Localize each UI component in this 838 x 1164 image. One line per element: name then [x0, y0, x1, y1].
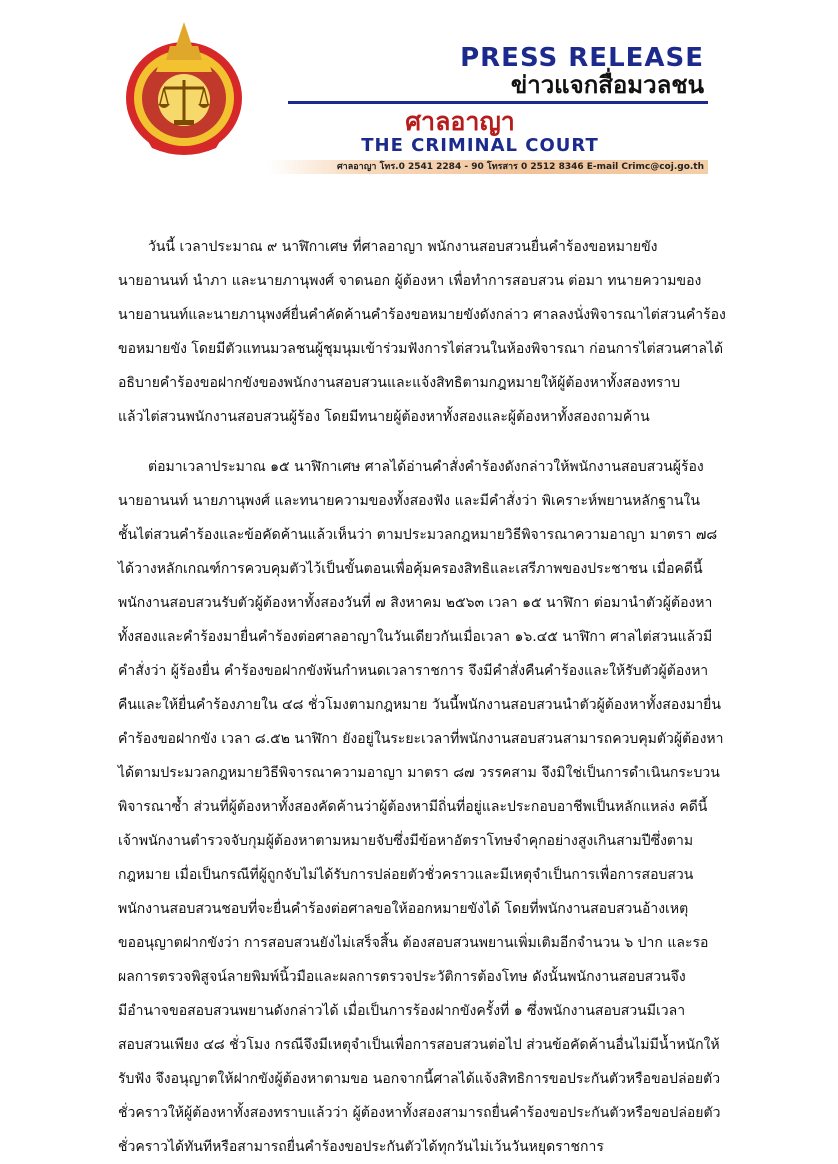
text-line: คืนและให้ยื่นคำร้องภายใน ๔๘ ชั่วโมงตามกฎหมาย วันนี้พนักงานสอบสวนนำตัวผู้ต้องหาทั้งสองมายื่น: [118, 697, 721, 713]
text-line: นายอานนท์ นำภา และนายภานุพงศ์ จาดนอก ผู้ต้องหา เพื่อทำการสอบสวน ต่อมา ทนายความของ: [118, 273, 702, 289]
text-line: มีอำนาจขอสอบสวนพยานดังกล่าวได้ เมื่อเป็นการร้องฝากขังครั้งที่ ๑ ซึ่งพนักงานสอบสวนมีเวลา: [118, 1003, 686, 1019]
thai-news-release-title: ข่าวแจกสื่อมวลชน: [510, 71, 704, 99]
contact-bar: [268, 160, 708, 174]
text-line: รับฟัง จึงอนุญาตให้ฝากขังผู้ต้องหาตามขอ นอกจากนี้ศาลได้แจ้งสิทธิการขอประกันตัวหรือขอปล่อยตัว: [118, 1071, 721, 1087]
press-release-title: PRESS RELEASE: [460, 43, 704, 73]
text-line: ชั้นไต่สวนคำร้องและข้อคัดค้านแล้วเห็นว่า ตามประมวลกฎหมายวิธีพิจารณาความอาญา มาตรา ๗๘: [118, 527, 718, 543]
press-body: [118, 230, 726, 1164]
text-line: ขออนุญาตฝากขังว่า การสอบสวนยังไม่เสร็จสิ้น ต้องสอบสวนพยานเพิ่มเติมอีกจำนวน ๖ ปาก และรอ: [118, 935, 709, 951]
text-line: ต่อมาเวลาประมาณ ๑๕ นาฬิกาเศษ ศาลได้อ่านคำสั่งคำร้องดังกล่าวให้พนักงานสอบสวนผู้ร้อง: [148, 459, 704, 475]
text-line: ผลการตรวจพิสูจน์ลายพิมพ์นิ้วมือและผลการตรวจประวัติการต้องโทษ ดังนั้นพนักงานสอบสวนจึง: [118, 969, 686, 985]
paragraph-gap: [118, 434, 726, 450]
text-line: คำสั่งว่า ผู้ร้องยื่น คำร้องขอฝากขังพ้นกำหนดเวลาราชการ จึงมีคำสั่งคืนคำร้องและให้รับตัวผู้ต้องหา: [118, 663, 709, 679]
text-line: ชั่วคราวให้ผู้ต้องหาทั้งสองทราบแล้วว่า ผู้ต้องหาทั้งสองสามารถยื่นคำร้องขอประกันตัวหรือขอปล่อยตัว: [118, 1105, 721, 1121]
text-line: คำร้องขอฝากขัง เวลา ๘.๕๒ นาฬิกา ยังอยู่ในระยะเวลาที่พนักงานสอบสวนสามารถควบคุมตัวผู้ต้องหา: [118, 731, 724, 747]
text-line: พนักงานสอบสวนรับตัวผู้ต้องหาทั้งสองวันที่ ๗ สิงหาคม ๒๕๖๓ เวลา ๑๕ นาฬิกา ต่อมานำตัวผู้ต้องหา: [118, 595, 713, 611]
text-line: ขอหมายขัง โดยมีตัวแทนมวลชนผู้ชุมนุมเข้าร่วมฟังการไต่สวนในห้องพิจารณา ก่อนการไต่สวนศาลได้: [118, 341, 724, 357]
text-line: ชั่วคราวได้ทันทีหรือสามารถยื่นคำร้องขอประกันตัวได้ทุกวันไม่เว้นวันหยุดราชการ: [118, 1139, 604, 1155]
paragraph-2: [118, 450, 726, 1164]
text-line: นายอานนท์และนายภานุพงศ์ยื่นคำคัดค้านคำร้องขอหมายขังดังกล่าว ศาลลงนั่งพิจารณาไต่สวนคำร้อง: [118, 307, 726, 323]
paragraph-1: [118, 230, 726, 434]
court-seal-logo: [120, 20, 248, 158]
text-line: เจ้าพนักงานตำรวจจับกุมผู้ต้องหาตามหมายจับซึ่งมีข้อหาอัตราโทษจำคุกอย่างสูงเกินสามปีซึ่งตาม: [118, 833, 694, 849]
text-line: ได้ตามประมวลกฎหมายวิธีพิจารณาความอาญา มาตรา ๘๗ วรรคสาม จึงมิใช่เป็นการดำเนินกระบวน: [118, 765, 720, 781]
contact-info: ศาลอาญา โทร.0 2541 2284 - 90 โทรสาร 0 2512 8346 E-mail Crimc@coj.go.th: [336, 162, 704, 172]
text-line: สอบสวนเพียง ๔๘ ชั่วโมง กรณีจึงมีเหตุจำเป็นเพื่อการสอบสวนต่อไป ส่วนข้อคัดค้านอื่นไม่มีน้ำหนักให้: [118, 1037, 720, 1053]
text-line: ทั้งสองและคำร้องมายื่นคำร้องต่อศาลอาญาในวันเดียวกันเมื่อเวลา ๑๖.๔๕ นาฬิกา ศาลไต่สวนแล้วมี: [118, 629, 713, 645]
court-name-thai: ศาลอาญา: [405, 107, 515, 136]
text-line: นายอานนท์ นายภานุพงศ์ และทนายความของทั้งสองฟัง และมีคำสั่งว่า พิเคราะห์พยานหลักฐานใน: [118, 493, 700, 509]
text-line: ได้วางหลักเกณฑ์การควบคุมตัวไว้เป็นขั้นตอนเพื่อคุ้มครองสิทธิและเสรีภาพของประชาชน เมื่อคดีนี้: [118, 561, 703, 577]
text-line: พิจารณาซ้ำ ส่วนที่ผู้ต้องหาทั้งสองคัดค้านว่าผู้ต้องหามีถิ่นที่อยู่และประกอบอาชีพเป็นหลักแหล่ง คดีนี้: [118, 799, 708, 815]
text-line: กฎหมาย เมื่อเป็นกรณีที่ผู้ถูกจับไม่ได้รับการปล่อยตัวชั่วคราวและมีเหตุจำเป็นการเพื่อการสอบสวน: [118, 867, 694, 883]
text-line: อธิบายคำร้องขอฝากขังของพนักงานสอบสวนและแจ้งสิทธิตามกฎหมายให้ผู้ต้องหาทั้งสองทราบ: [118, 375, 681, 391]
court-name-english: THE CRIMINAL COURT: [361, 135, 599, 156]
header-divider: [288, 101, 708, 104]
text-line: วันนี้ เวลาประมาณ ๙ นาฬิกาเศษ ที่ศาลอาญา พนักงานสอบสวนยื่นคำร้องขอหมายขัง: [148, 239, 658, 255]
text-line: แล้วไต่สวนพนักงานสอบสวนผู้ร้อง โดยมีทนายผู้ต้องหาทั้งสองและผู้ต้องหาทั้งสองถามค้าน: [118, 409, 650, 425]
text-line: พนักงานสอบสวนชอบที่จะยื่นคำร้องต่อศาลขอให้ออกหมายขังได้ โดยที่พนักงานสอบสวนอ้างเหตุ: [118, 901, 689, 917]
